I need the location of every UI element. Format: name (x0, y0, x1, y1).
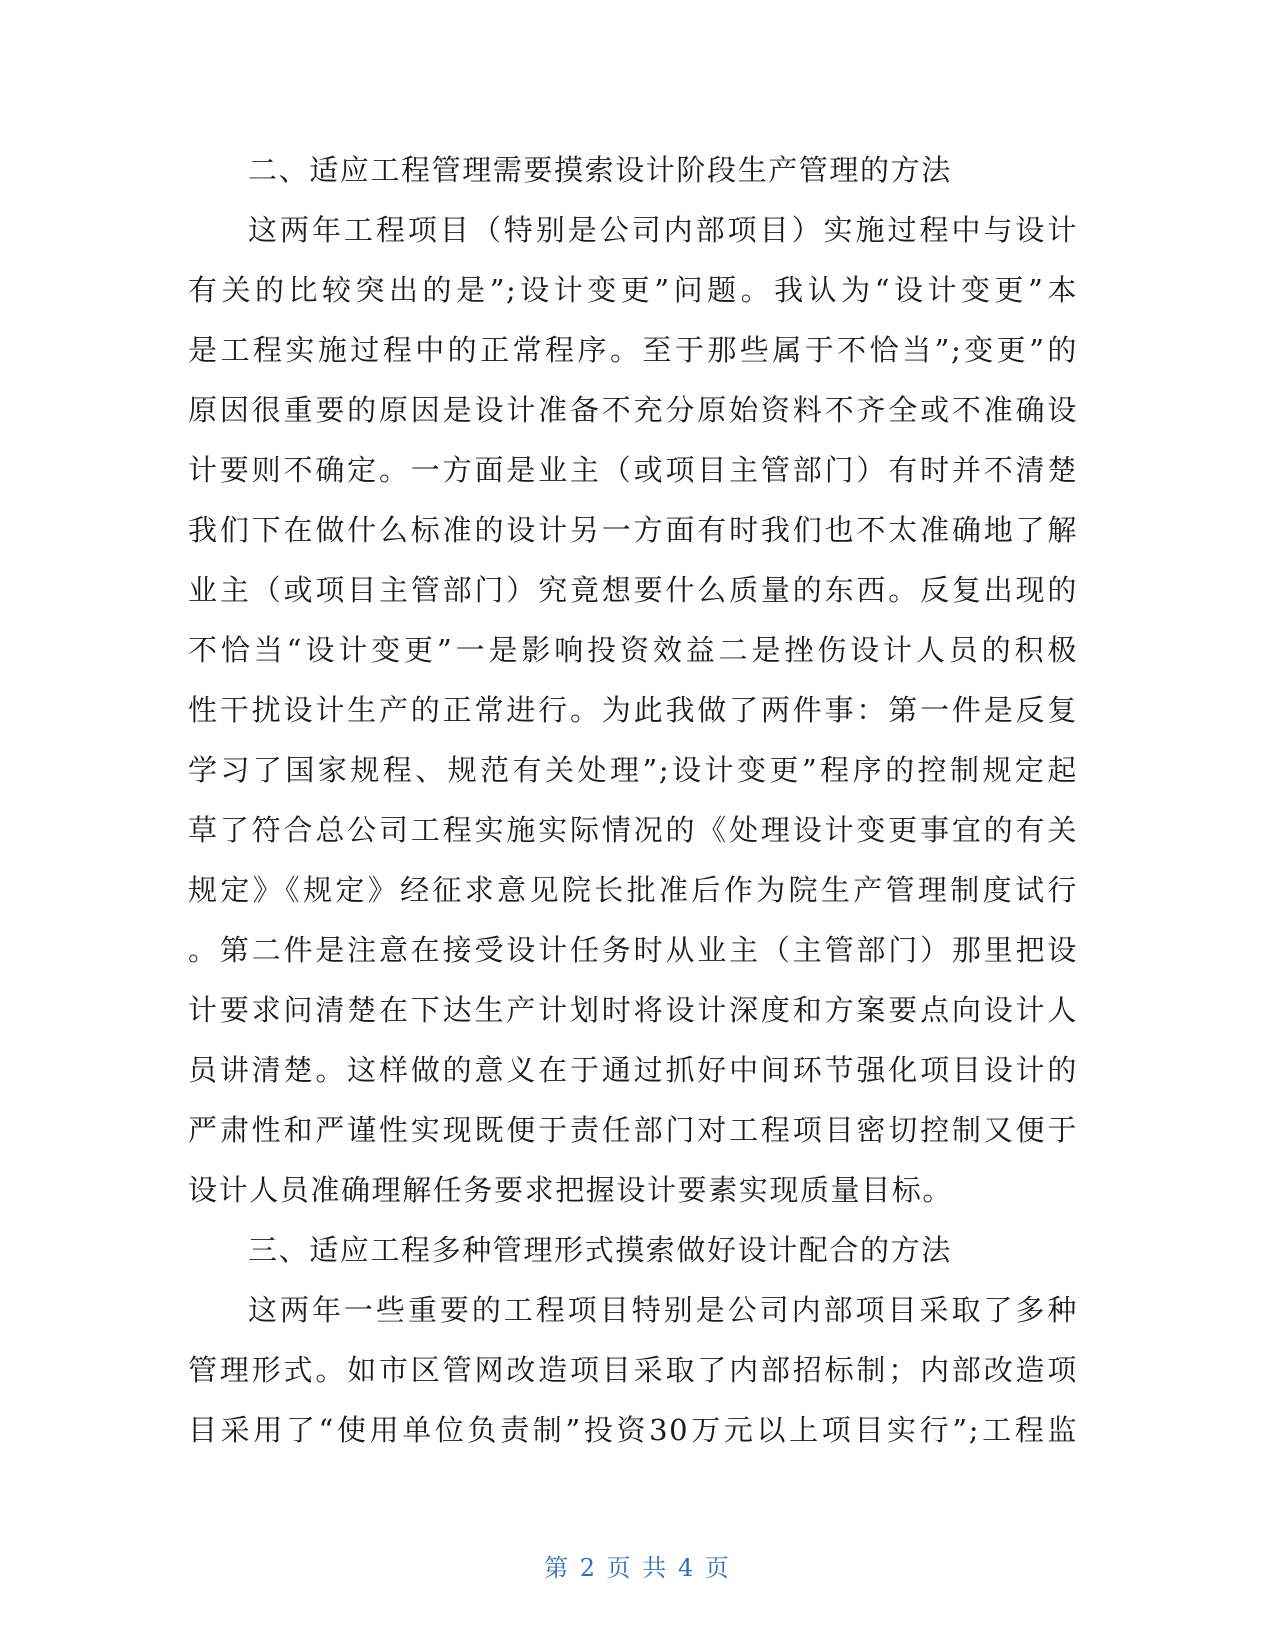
paragraph-line: 我们下在做什么标准的设计另一方面有时我们也不太准确地了解 (188, 513, 1078, 547)
paragraph-line: 学习了国家规程、规范有关处理”;设计变更”程序的控制规定起 (188, 753, 1078, 787)
paragraph-line: 是工程实施过程中的正常程序。至于那些属于不恰当”;变更”的 (188, 333, 1078, 367)
paragraph-line: 。第二件是注意在接受设计任务时从业主（主管部门）那里把设 (188, 933, 1078, 967)
page-footer (0, 1548, 1275, 1583)
paragraph-line: 这两年一些重要的工程项目特别是公司内部项目采取了多种 (248, 1293, 1078, 1327)
paragraph-line: 计要求问清楚在下达生产计划时将设计深度和方案要点向设计人 (188, 993, 1078, 1027)
paragraph-line: 业主（或项目主管部门）究竟想要什么质量的东西。反复出现的 (188, 573, 1078, 607)
page-number-label: 第 2 页 共 4 页 (544, 1554, 731, 1582)
paragraph-line: 不恰当“设计变更”一是影响投资效益二是挫伤设计人员的积极 (188, 633, 1078, 667)
paragraph-line: 这两年工程项目（特别是公司内部项目）实施过程中与设计 (248, 213, 1078, 247)
paragraph-line: 有关的比较突出的是”;设计变更”问题。我认为“设计变更”本 (188, 273, 1078, 307)
paragraph-line: 草了符合总公司工程实施实际情况的《处理设计变更事宜的有关 (188, 813, 1078, 847)
section-heading-3: 三、适应工程多种管理形式摸索做好设计配合的方法 (248, 1233, 952, 1267)
document-body (188, 140, 1078, 1460)
paragraph-line: 计要则不确定。一方面是业主（或项目主管部门）有时并不清楚 (188, 453, 1078, 487)
paragraph-line: 管理形式。如市区管网改造项目采取了内部招标制；内部改造项 (188, 1353, 1078, 1387)
paragraph-line: 目采用了“使用单位负责制”投资30万元以上项目实行”;工程监 (188, 1413, 1078, 1447)
section-heading-2: 二、适应工程管理需要摸索设计阶段生产管理的方法 (248, 153, 952, 187)
paragraph-line: 员讲清楚。这样做的意义在于通过抓好中间环节强化项目设计的 (188, 1053, 1078, 1087)
paragraph-line: 原因很重要的原因是设计准备不充分原始资料不齐全或不准确设 (188, 393, 1078, 427)
paragraph-line: 性干扰设计生产的正常进行。为此我做了两件事：第一件是反复 (188, 693, 1078, 727)
paragraph-line: 严肃性和严谨性实现既便于责任部门对工程项目密切控制又便于 (188, 1113, 1078, 1147)
paragraph-line: 规定》《规定》经征求意见院长批准后作为院生产管理制度试行 (188, 873, 1078, 907)
paragraph-line: 设计人员准确理解任务要求把握设计要素实现质量目标。 (188, 1173, 954, 1207)
